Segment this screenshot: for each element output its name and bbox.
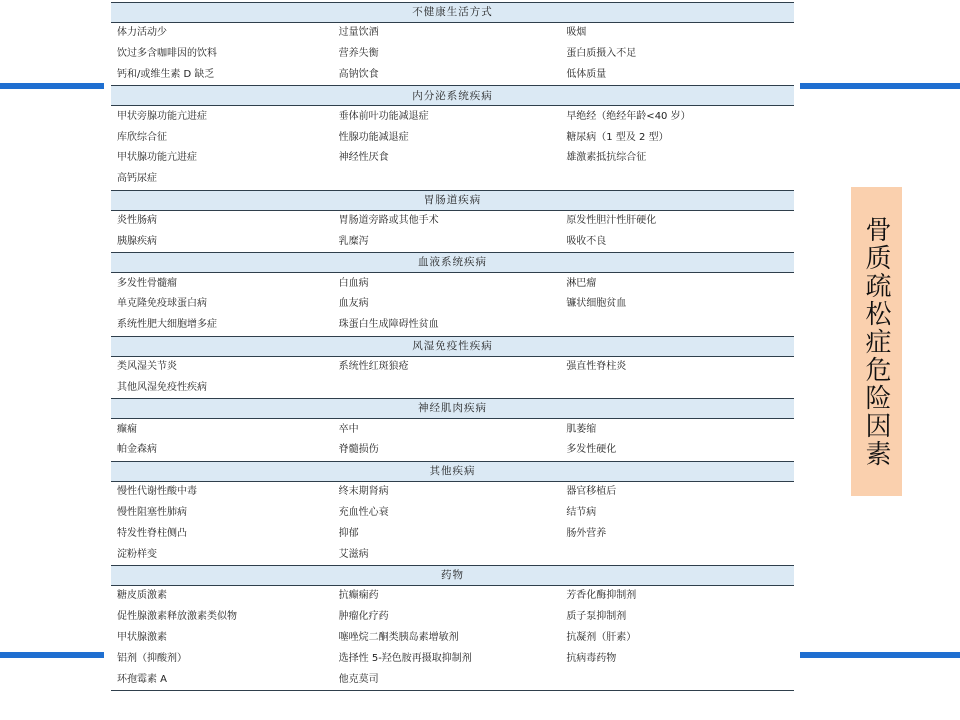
table-cell: 抗病毒药物	[566, 652, 617, 664]
table-cell: 强直性脊柱炎	[566, 360, 627, 372]
table-cell: 营养失衡	[338, 48, 379, 60]
table-cell: 多发性骨髓瘤	[117, 277, 177, 289]
table-cell: 胃肠道旁路或其他手术	[338, 214, 439, 226]
table-cell: 帕金森病	[117, 444, 157, 456]
table-cell: 淋巴瘤	[566, 277, 597, 289]
table-row	[111, 315, 794, 336]
table-row	[111, 628, 794, 649]
table-row	[111, 356, 794, 377]
section-title: 血液系统疾病	[111, 253, 794, 273]
table-cell: 肌萎缩	[566, 423, 597, 435]
accent-line-top-left	[0, 83, 104, 89]
side-title-text: 骨质疏松症危险因素	[861, 215, 891, 468]
table-cell: 充血性心衰	[338, 506, 389, 518]
table-cell: 特发性脊柱侧凸	[117, 527, 187, 539]
table-cell: 抑郁	[338, 527, 359, 539]
table-cell: 雄激素抵抗综合征	[566, 152, 647, 164]
table-cell: 甲状旁腺功能亢进症	[117, 110, 207, 122]
table-cell: 结节病	[566, 506, 597, 518]
table-cell: 吸收不良	[566, 235, 607, 247]
table-cell: 垂体前叶功能减退症	[338, 110, 429, 122]
table-cell: 性腺功能减退症	[338, 131, 409, 143]
table-cell: 环孢霉素 A	[111, 669, 339, 690]
table-row	[111, 544, 794, 565]
section-header-row	[111, 399, 794, 419]
table-row	[111, 523, 794, 544]
table-cell: 镰状细胞贫血	[566, 298, 627, 310]
table-cell: 脊髓损伤	[338, 444, 379, 456]
table-cell: 吸烟	[566, 27, 587, 39]
table-row	[111, 169, 794, 190]
table-cell: 铝剂（抑酸剂）	[117, 652, 187, 664]
section-header-row	[111, 253, 794, 273]
table-cell: 血友病	[338, 298, 369, 310]
accent-line-bottom-left	[0, 652, 104, 658]
risk-factor-table-body	[111, 3, 794, 691]
table-cell	[566, 669, 794, 690]
table-cell: 癫痫	[117, 423, 137, 435]
section-title: 内分泌系统疾病	[111, 86, 794, 106]
table-row	[111, 377, 794, 398]
section-header-row	[111, 86, 794, 106]
table-row	[111, 607, 794, 628]
accent-line-top-right	[800, 83, 960, 89]
table-cell	[566, 377, 794, 398]
table-cell: 低体质量	[566, 68, 607, 80]
table-cell: 器官移植后	[566, 486, 617, 498]
table-cell	[566, 315, 794, 336]
table-cell: 类风湿关节炎	[117, 360, 177, 372]
table-row	[111, 127, 794, 148]
table-row	[111, 106, 794, 127]
table-cell: 其他风湿免疫性疾病	[117, 381, 207, 393]
table-row	[111, 273, 794, 294]
section-header-row	[111, 336, 794, 356]
table-row	[111, 503, 794, 524]
section-title: 其他疾病	[111, 461, 794, 481]
table-cell	[339, 377, 567, 398]
table-row	[111, 585, 794, 606]
table-cell: 肠外营养	[566, 527, 607, 539]
table-cell: 高钠饮食	[338, 68, 379, 80]
table-cell: 体力活动少	[117, 27, 167, 39]
table-cell: 甲状腺功能亢进症	[117, 152, 197, 164]
table-row	[111, 294, 794, 315]
table-cell: 系统性肥大细胞增多症	[117, 319, 217, 331]
table-cell: 促性腺激素释放激素类似物	[117, 611, 237, 623]
table-row	[111, 481, 794, 502]
table-row	[111, 23, 794, 44]
section-title: 神经肌肉疾病	[111, 399, 794, 419]
table-cell: 早绝经（绝经年龄<40 岁）	[566, 110, 691, 122]
table-cell: 钙和/或维生素 D 缺乏	[117, 68, 215, 80]
section-header-row	[111, 190, 794, 210]
table-cell: 选择性 5-羟色胺再摄取抑制剂	[338, 652, 472, 664]
table-cell	[339, 169, 567, 190]
table-cell: 多发性硬化	[566, 444, 617, 456]
table-row	[111, 648, 794, 669]
table-cell: 库欣综合征	[117, 131, 167, 143]
table-cell: 糖尿病（1 型及 2 型）	[566, 131, 669, 143]
table-cell: 系统性红斑狼疮	[338, 360, 409, 372]
table-cell: 甲状腺激素	[117, 631, 167, 643]
table-cell: 抗凝剂（肝素）	[566, 631, 637, 643]
table-row	[111, 210, 794, 231]
table-cell: 质子泵抑制剂	[566, 611, 627, 623]
table-cell: 慢性阻塞性肺病	[117, 506, 187, 518]
section-header-row	[111, 565, 794, 585]
section-header-row	[111, 3, 794, 23]
table-cell	[566, 169, 794, 190]
table-cell: 淀粉样变	[117, 548, 157, 560]
section-title: 胃肠道疾病	[111, 190, 794, 210]
table-cell: 炎性肠病	[117, 214, 157, 226]
table-cell: 高钙尿症	[117, 173, 157, 185]
table-cell: 终末期肾病	[338, 486, 389, 498]
table-cell: 卒中	[338, 423, 359, 435]
table-row	[111, 65, 794, 86]
table-row	[111, 148, 794, 169]
table-cell: 珠蛋白生成障碍性贫血	[338, 319, 439, 331]
table-cell: 神经性厌食	[338, 152, 389, 164]
table-cell	[566, 544, 794, 565]
table-cell: 芳香化酶抑制剂	[566, 590, 637, 602]
table-cell: 糖皮质激素	[117, 590, 167, 602]
table-cell: 他克莫司	[339, 669, 567, 690]
table-cell: 艾滋病	[338, 548, 369, 560]
section-header-row	[111, 461, 794, 481]
risk-factor-table-container	[111, 2, 794, 691]
table-cell: 白血病	[338, 277, 369, 289]
accent-line-bottom-right	[800, 652, 960, 658]
section-title: 风湿免疫性疾病	[111, 336, 794, 356]
table-cell: 过量饮酒	[338, 27, 379, 39]
table-cell: 乳糜泻	[338, 235, 369, 247]
section-title: 药物	[111, 565, 794, 585]
table-row	[111, 669, 794, 690]
table-cell: 原发性胆汁性肝硬化	[566, 214, 657, 226]
table-row	[111, 440, 794, 461]
section-title: 不健康生活方式	[111, 3, 794, 23]
table-cell: 抗癫痫药	[338, 590, 379, 602]
table-cell: 慢性代谢性酸中毒	[117, 486, 197, 498]
table-cell: 单克隆免疫球蛋白病	[117, 298, 207, 310]
side-title-box	[851, 187, 902, 496]
table-cell: 噻唑烷二酮类胰岛素增敏剂	[338, 631, 459, 643]
table-cell: 蛋白质摄入不足	[566, 48, 637, 60]
table-row	[111, 419, 794, 440]
table-cell: 胰腺疾病	[117, 235, 157, 247]
table-row	[111, 44, 794, 65]
table-row	[111, 231, 794, 252]
table-cell: 饮过多含咖啡因的饮料	[117, 48, 217, 60]
risk-factor-table	[111, 2, 794, 691]
table-cell: 肿瘤化疗药	[338, 611, 389, 623]
